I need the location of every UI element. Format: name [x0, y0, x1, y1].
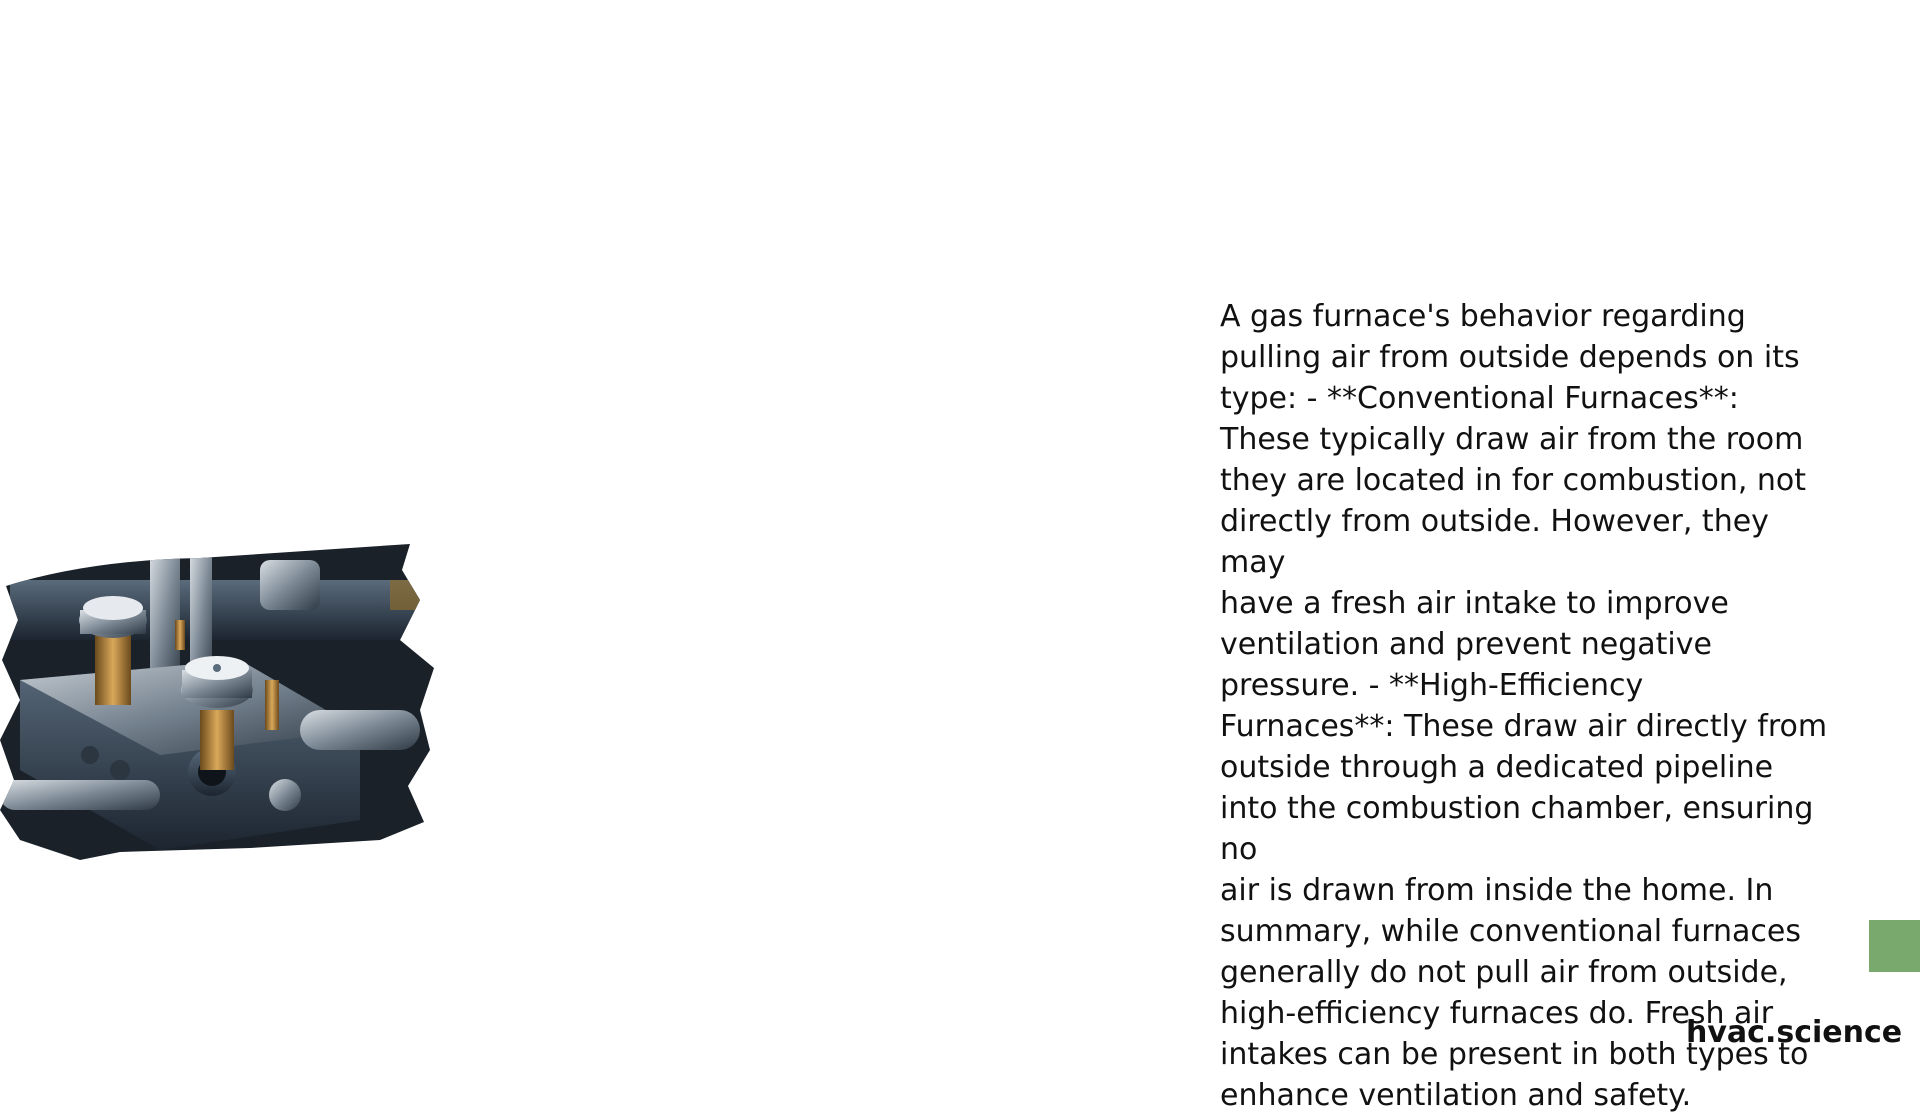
- body-text: A gas furnace's behavior regarding pulling air from outside depends on its type: - **Conventional Furnaces**: These typically draw air from the room they are located in for combustion, not directly from outside. However, they may have a fresh air intake to improve ventilation and prevent negative pressure. - **High-Efficiency Furnaces**: These draw air directly from outside through a dedicated pipeline into the combustion chamber, ensuring no air is drawn from inside the home. In summary, while conventional furnaces generally do not pull air from outside, high-efficiency furnaces do. Fresh air intakes can be present in both types to enhance ventilation and safety.: [1220, 299, 1828, 1113]
- furnace-valve-illustration: [0, 540, 440, 870]
- brand-name: hvac.science: [1686, 1015, 1903, 1050]
- accent-square: [1869, 920, 1920, 972]
